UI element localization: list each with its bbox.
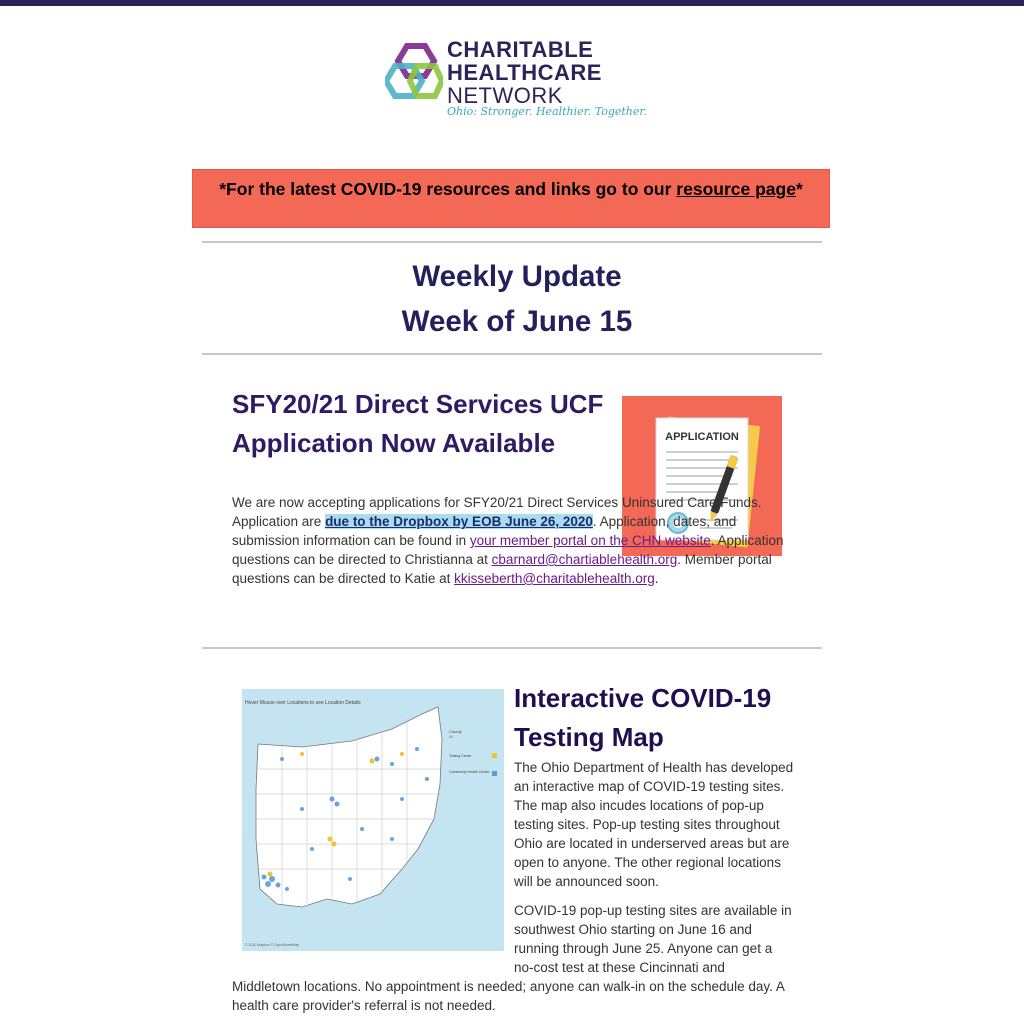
banner-text-end: * <box>795 179 803 199</box>
email-katie-link[interactable]: kkisseberth@charitablehealth.org <box>454 571 655 586</box>
logo-hexagon-icon <box>385 42 443 104</box>
logo-line-3: NETWORK <box>447 83 563 108</box>
application-image-label: APPLICATION <box>665 431 739 443</box>
section-ucf-title-line1: SFY20/21 Direct Services UCF <box>232 389 604 419</box>
map-legend-title: County <box>449 729 462 734</box>
ucf-text: . <box>654 571 659 586</box>
section-ucf-body <box>232 493 792 588</box>
map-header: Hover Mouse over Locations to see Location Details <box>245 700 361 706</box>
map-legend-value: All <box>449 735 453 739</box>
divider <box>202 647 822 649</box>
divider <box>202 241 822 243</box>
covid-resources-banner <box>192 169 830 228</box>
ucf-text: . Application, dates, and submission information can be found in <box>232 514 737 548</box>
member-portal-link[interactable]: your member portal on the CHN website <box>469 533 711 548</box>
resource-page-link[interactable]: resource page <box>676 179 796 199</box>
map-footer: © 2020 Mapbox © OpenStreetMap <box>245 943 299 947</box>
ucf-text: We are now accepting applications for SFY20/21 Direct Services Uninsured Care Funds. Application are <box>232 495 762 529</box>
logo-tagline: Ohio: Stronger. Healthier. Together. <box>447 105 647 118</box>
section-ucf-title-line2: Application Now Available <box>232 428 556 458</box>
map-legend-community-health: Community Health Center <box>449 770 490 774</box>
email-christianna-link[interactable]: cbarnard@chartiablehealth.org <box>491 552 678 567</box>
week-of-title: Week of June 15 <box>401 305 633 338</box>
page-title <box>202 254 832 344</box>
section-map-body-2-text: COVID-19 pop-up testing sites are available in southwest Ohio starting on June 16 and running through June 25. Anyone can get a no-cost test at these Cincinnati and Middletown locations. No appointment is needed; anyone can walk-in on the schedule day. A health care provider's referral is not needed. <box>232 903 792 1013</box>
section-map-body-1: The Ohio Department of Health has developed an interactive map of COVID-19 testing sites. The map also incudes locations of pop-up testing sites. Pop-up testing sites throughout Ohio are located in underserved areas but are open to anyone. The other regional locations will be announced soon. <box>514 760 794 889</box>
section-map-body-2 <box>232 901 792 1015</box>
section-ucf-title <box>232 385 622 463</box>
dropbox-deadline-link[interactable]: due to the Dropbox by EOB June 26, 2020 <box>325 514 593 529</box>
banner-text: *For the latest COVID-19 resources and links go to our <box>219 179 677 199</box>
top-accent-bar <box>0 0 1024 6</box>
ucf-text: . Application questions can be directed to Christianna at <box>232 533 784 567</box>
map-legend-testing-center: Testing Center <box>449 754 472 758</box>
logo-line-1: CHARITABLE <box>447 37 594 62</box>
divider <box>202 353 822 355</box>
ucf-text: . Member portal questions can be directed to Katie at <box>232 552 772 586</box>
section-map-title-line1: Interactive COVID-19 <box>514 683 772 713</box>
weekly-update-title: Weekly Update <box>412 260 622 293</box>
logo-line-2: HEALTHCARE <box>447 60 602 85</box>
section-map-title-line2: Testing Map <box>514 722 664 752</box>
logo[interactable] <box>385 37 647 123</box>
section-map-title <box>514 679 814 757</box>
